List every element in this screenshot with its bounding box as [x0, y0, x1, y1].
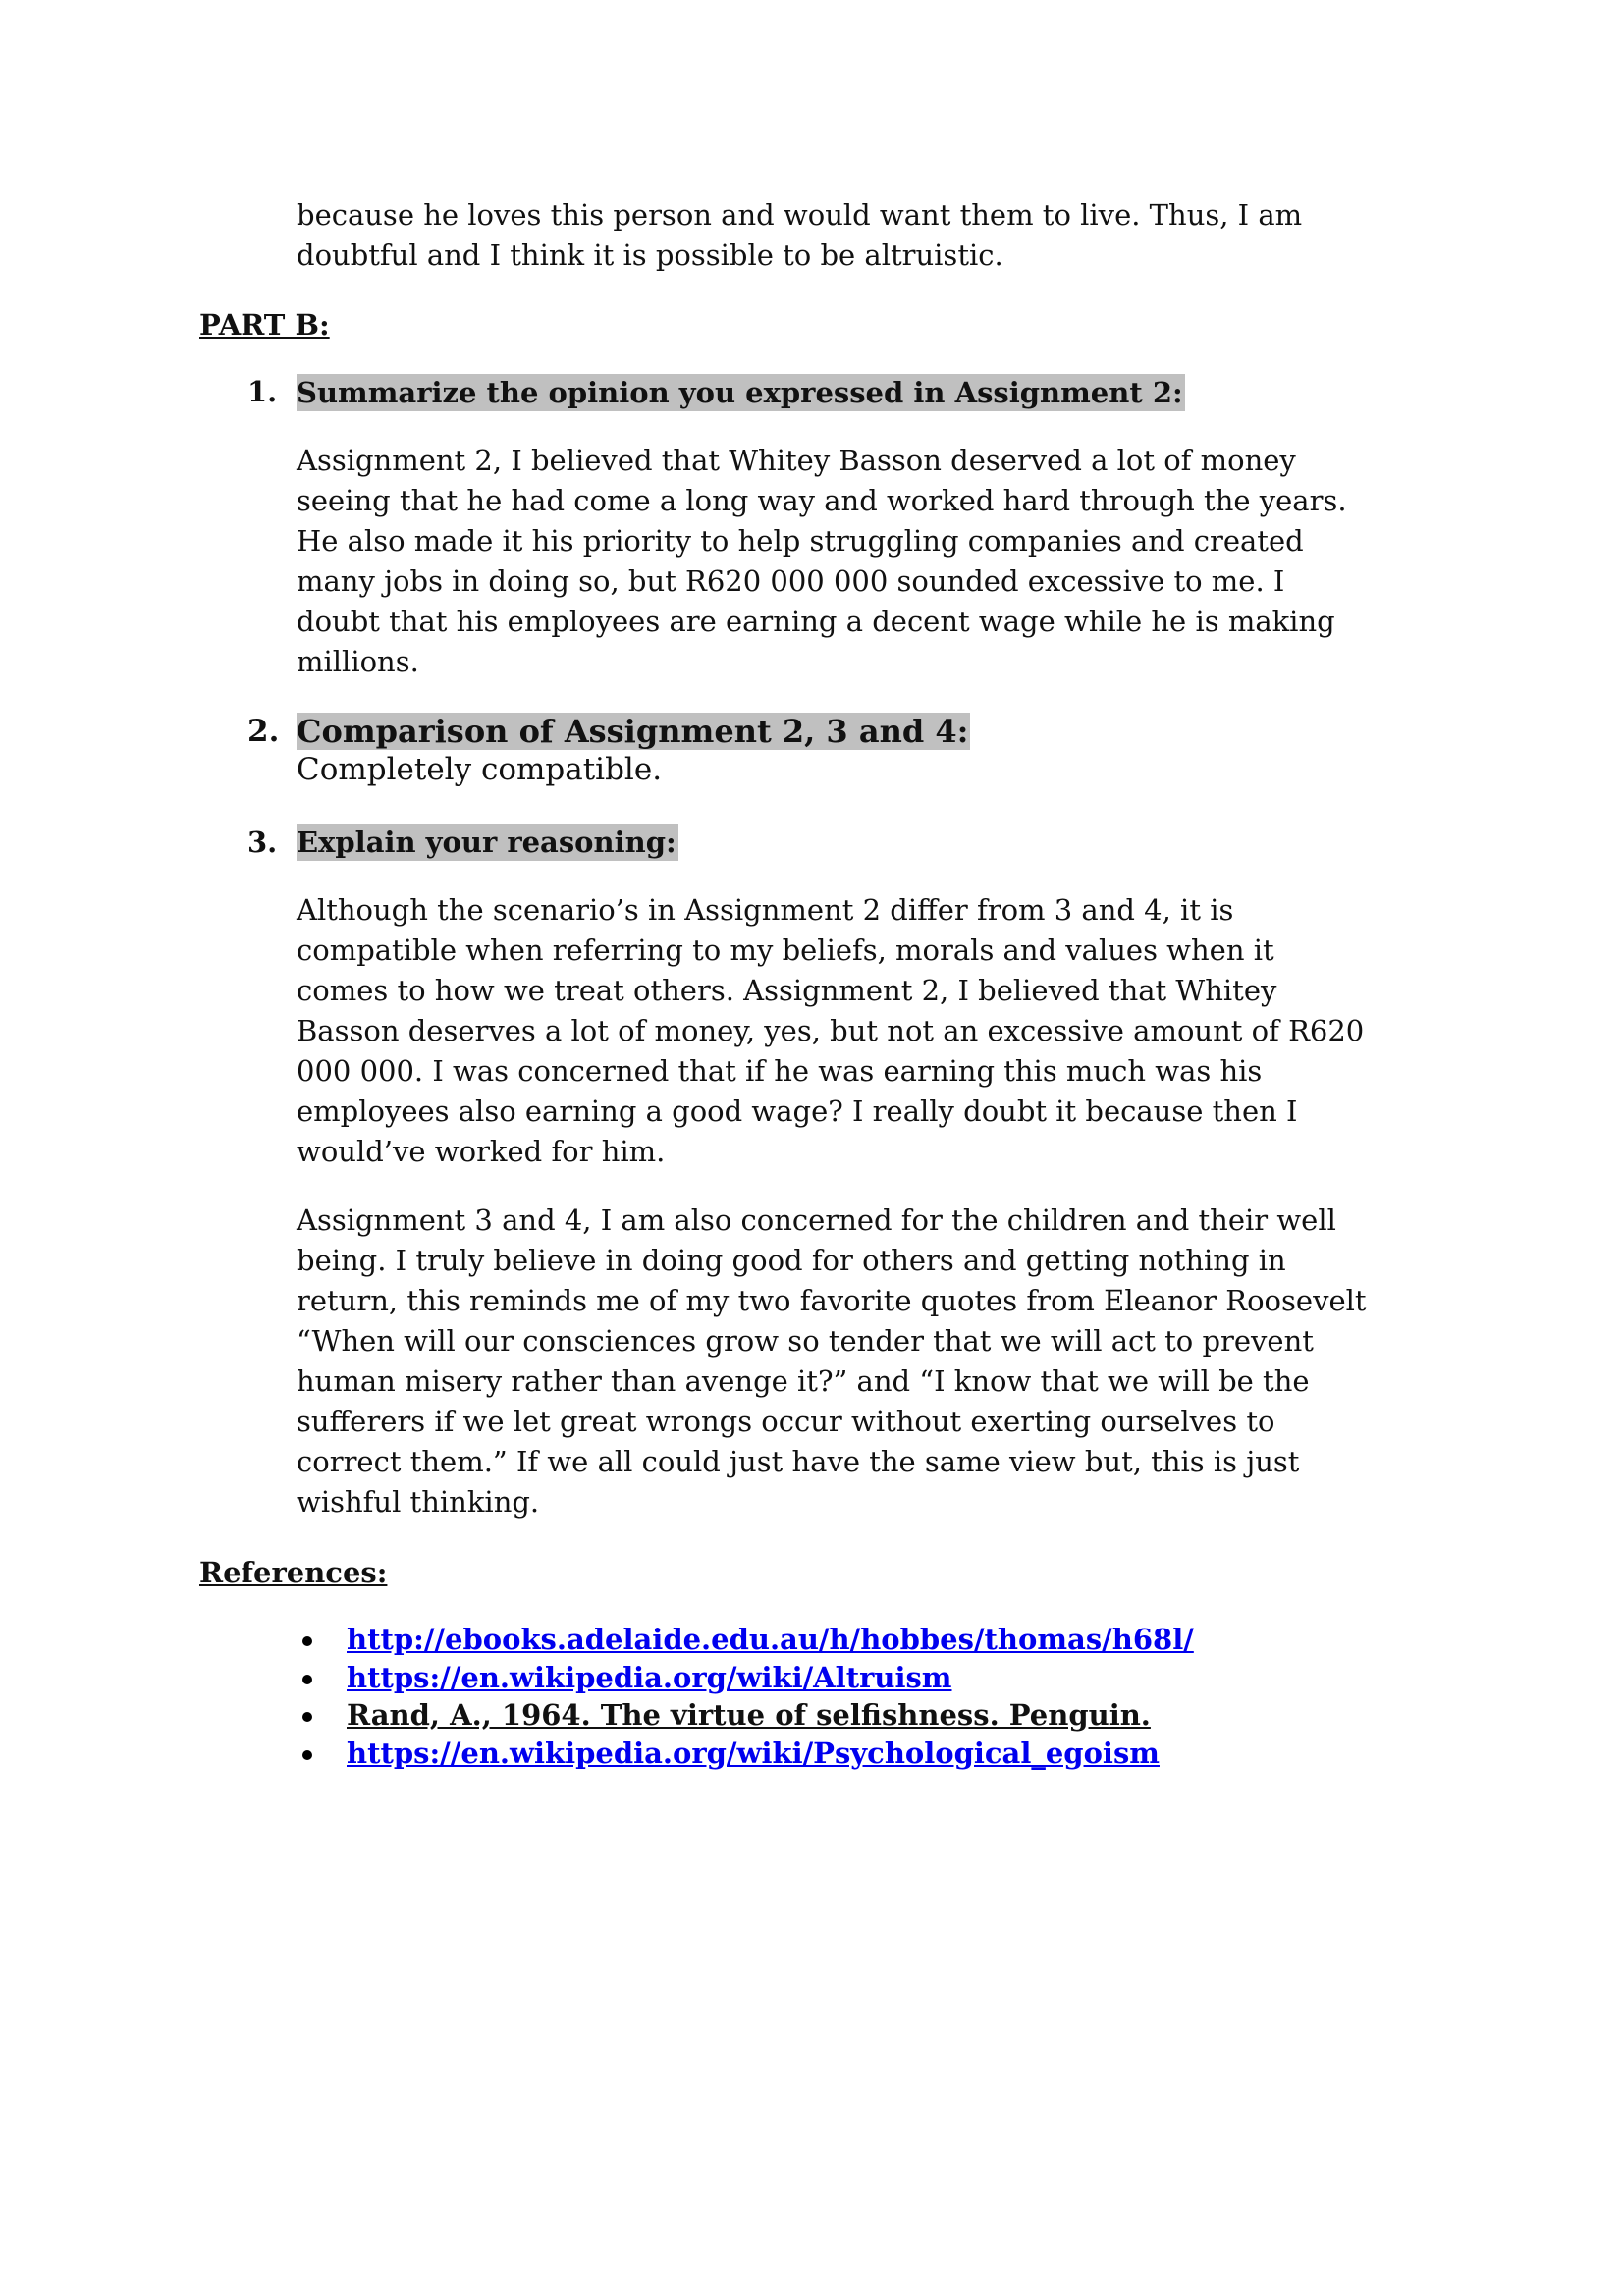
text-line: 000 000. I was concerned that if he was earning this much was his	[297, 1054, 1263, 1088]
text-line: doubtful and I think it is possible to be altruistic.	[297, 239, 1003, 272]
bullet-icon	[302, 1712, 312, 1722]
bullet-icon	[302, 1750, 312, 1760]
text-line: Basson deserves a lot of money, yes, but not an excessive amount of R620	[297, 1014, 1365, 1047]
text-line: He also made it his priority to help struggling companies and created	[297, 524, 1304, 558]
text-line: employees also earning a good wage? I really doubt it because then I	[297, 1095, 1298, 1128]
item-number: 1.	[247, 375, 278, 408]
reference-item	[302, 1621, 1194, 1658]
text-line: compatible when referring to my beliefs, morals and values when it	[297, 934, 1274, 967]
reference-citation: Rand, A., 1964. The virtue of selfishness. Penguin.	[347, 1698, 1151, 1732]
text-line: correct them.” If we all could just have the same view but, this is just	[297, 1445, 1300, 1478]
reasoning-paragraph-2	[297, 1201, 1367, 1522]
reference-link[interactable]: http://ebooks.adelaide.edu.au/h/hobbes/thomas/h68l/	[347, 1623, 1194, 1656]
reference-link[interactable]: https://en.wikipedia.org/wiki/Psychological_egoism	[347, 1736, 1160, 1770]
intro-paragraph	[297, 195, 1302, 276]
text-line: being. I truly believe in doing good for others and getting nothing in	[297, 1244, 1286, 1277]
summary-paragraph	[297, 441, 1347, 682]
bullet-icon	[302, 1675, 312, 1684]
item-heading: Summarize the opinion you expressed in Assignment 2:	[297, 376, 1183, 409]
text-line: because he loves this person and would want them to live. Thus, I am	[297, 198, 1303, 232]
text-line: human misery rather than avenge it?” and “I know that we will be the	[297, 1364, 1310, 1398]
text-line: millions.	[297, 645, 419, 678]
item-heading: Comparison of Assignment 2, 3 and 4:	[297, 713, 969, 750]
bullet-icon	[302, 1636, 312, 1646]
references-heading: References:	[199, 1556, 388, 1589]
part-b-heading: PART B:	[199, 308, 330, 342]
item-number: 3.	[247, 826, 278, 859]
text-line: doubt that his employees are earning a decent wage while he is making	[297, 605, 1335, 638]
text-line: return, this reminds me of my two favorite quotes from Eleanor Roosevelt	[297, 1284, 1367, 1317]
reference-item	[302, 1735, 1160, 1772]
text-line: comes to how we treat others. Assignment 2, I believed that Whitey	[297, 974, 1277, 1007]
text-line: Although the scenario’s in Assignment 2 differ from 3 and 4, it is	[297, 893, 1234, 927]
item-number: 2.	[247, 714, 280, 749]
text-line: seeing that he had come a long way and worked hard through the years.	[297, 484, 1347, 517]
comparison-answer: Completely compatible.	[297, 752, 663, 787]
text-line: wishful thinking.	[297, 1485, 540, 1519]
text-line: Assignment 3 and 4, I am also concerned for the children and their well	[297, 1203, 1336, 1237]
reference-link[interactable]: https://en.wikipedia.org/wiki/Altruism	[347, 1661, 952, 1694]
reference-item	[302, 1659, 951, 1696]
text-line: many jobs in doing so, but R620 000 000 sounded excessive to me. I	[297, 564, 1285, 598]
text-line: sufferers if we let great wrongs occur without exerting ourselves to	[297, 1405, 1275, 1438]
text-line: would’ve worked for him.	[297, 1135, 666, 1168]
reference-item	[302, 1696, 1151, 1734]
item-heading: Explain your reasoning:	[297, 826, 676, 859]
reasoning-paragraph-1	[297, 890, 1364, 1172]
text-line: Assignment 2, I believed that Whitey Basson deserved a lot of money	[297, 444, 1296, 477]
text-line: “When will our consciences grow so tender that we will act to prevent	[297, 1324, 1314, 1358]
